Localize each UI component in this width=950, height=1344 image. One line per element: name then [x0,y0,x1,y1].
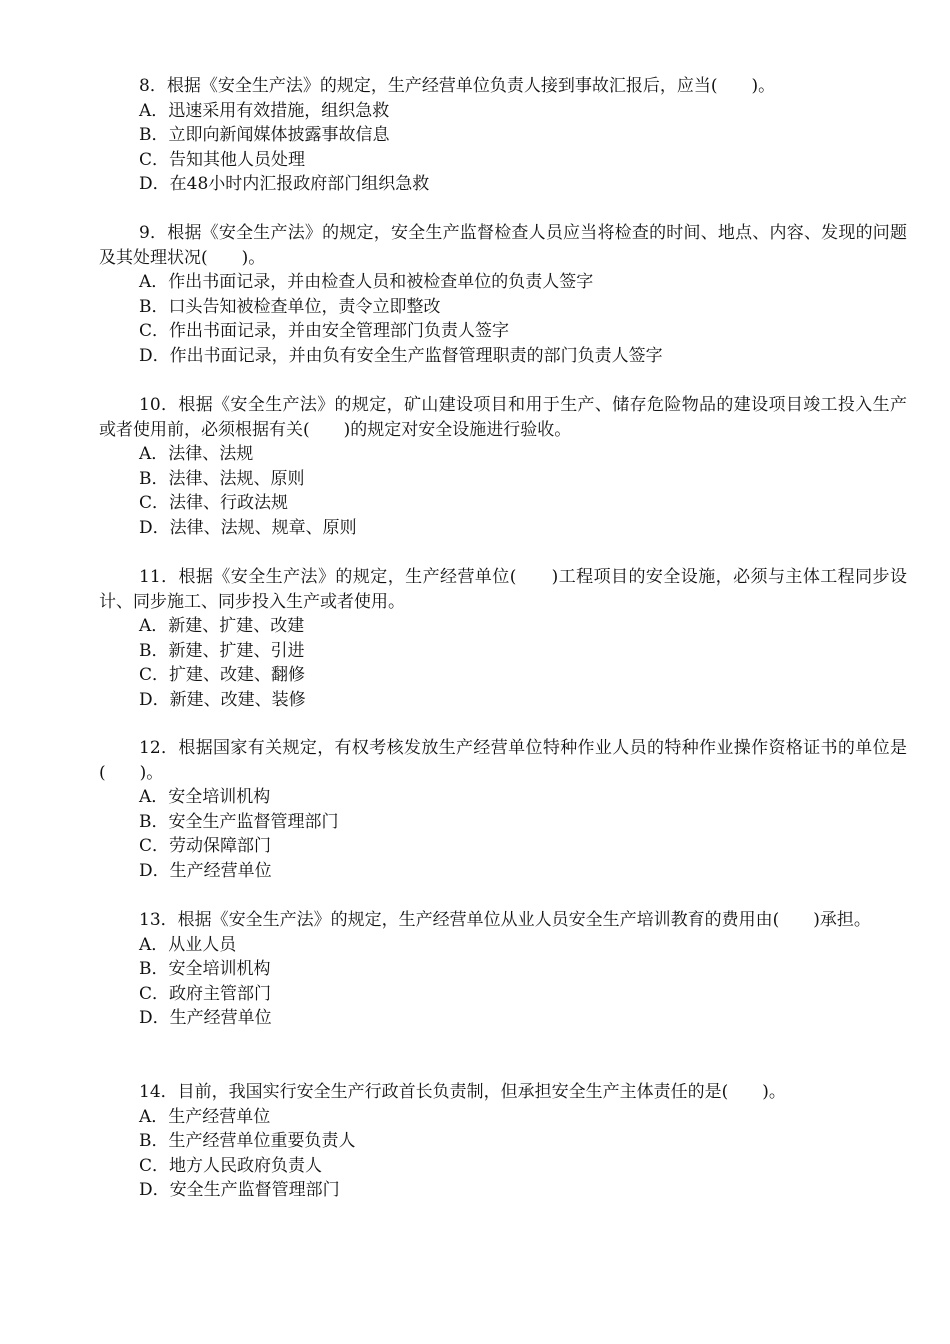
option-d: D．安全生产监督管理部门 [139,1180,340,1201]
option-a: A．作出书面记录，并由检查人员和被检查单位的负责人签字 [139,272,594,293]
option-d: D．生产经营单位 [139,1008,272,1029]
question-9 [99,221,907,369]
option-list [99,270,907,368]
option-b: B．法律、法规、原则 [139,468,305,489]
option-c: C．告知其他人员处理 [139,149,306,170]
option-d: D．作出书面记录，并由负有安全生产监督管理职责的部门负责人签字 [139,345,663,366]
option-a: A．迅速采用有效措施，组织急救 [139,100,390,121]
option-b: B．新建、扩建、引进 [139,640,305,661]
question-11 [99,565,907,713]
option-list [99,785,907,883]
question-stem: 11．根据《安全生产法》的规定，生产经营单位( )工程项目的安全设施，必须与主体工程同步设计、同步施工、同步投入生产或者使用。 [99,567,907,612]
option-a: A．从业人员 [139,934,237,955]
option-list [99,1105,907,1203]
option-a: A．新建、扩建、改建 [139,616,305,637]
question-12 [99,736,907,884]
question-13 [99,908,907,1031]
option-c: C．劳动保障部门 [139,836,272,857]
question-stem: 10．根据《安全生产法》的规定，矿山建设项目和用于生产、储存危险物品的建设项目竣工投入生产或者使用前，必须根据有关( )的规定对安全设施进行验收。 [99,395,907,440]
option-b: B．安全培训机构 [139,959,271,980]
option-c: C．作出书面记录，并由安全管理部门负责人签字 [139,321,510,342]
option-c: C．扩建、改建、翻修 [139,665,306,686]
question-8 [99,74,907,197]
option-c: C．法律、行政法规 [139,493,289,514]
option-b: B．生产经营单位重要负责人 [139,1131,356,1152]
option-a: A．安全培训机构 [139,787,271,808]
option-d: D．在48小时内汇报政府部门组织急救 [139,174,430,195]
option-d: D．法律、法规、规章、原则 [139,517,357,538]
option-b: B．立即向新闻媒体披露事故信息 [139,125,390,146]
option-list [99,442,907,540]
question-10 [99,393,907,541]
option-list [99,99,907,197]
option-d: D．新建、改建、装修 [139,689,306,710]
question-stem: 14．目前，我国实行安全生产行政首长负责制，但承担安全生产主体责任的是( )。 [139,1082,786,1102]
option-a: A．生产经营单位 [139,1106,271,1127]
option-list [99,614,907,712]
option-b: B．口头告知被检查单位，责令立即整改 [139,296,441,317]
question-stem: 8．根据《安全生产法》的规定，生产经营单位负责人接到事故汇报后，应当( )。 [139,76,776,96]
option-b: B．安全生产监督管理部门 [139,811,339,832]
question-stem: 13．根据《安全生产法》的规定，生产经营单位从业人员安全生产培训教育的费用由( )承担。 [139,910,871,930]
option-c: C．政府主管部门 [139,983,272,1004]
question-14 [99,1080,907,1203]
option-list [99,933,907,1031]
option-a: A．法律、法规 [139,444,254,465]
question-stem: 9．根据《安全生产法》的规定，安全生产监督检查人员应当将检查的时间、地点、内容、发现的问题及其处理状况( )。 [99,223,907,268]
option-d: D．生产经营单位 [139,860,272,881]
option-c: C．地方人民政府负责人 [139,1155,323,1176]
question-stem: 12．根据国家有关规定，有权考核发放生产经营单位特种作业人员的特种作业操作资格证书的单位是( )。 [99,738,907,783]
